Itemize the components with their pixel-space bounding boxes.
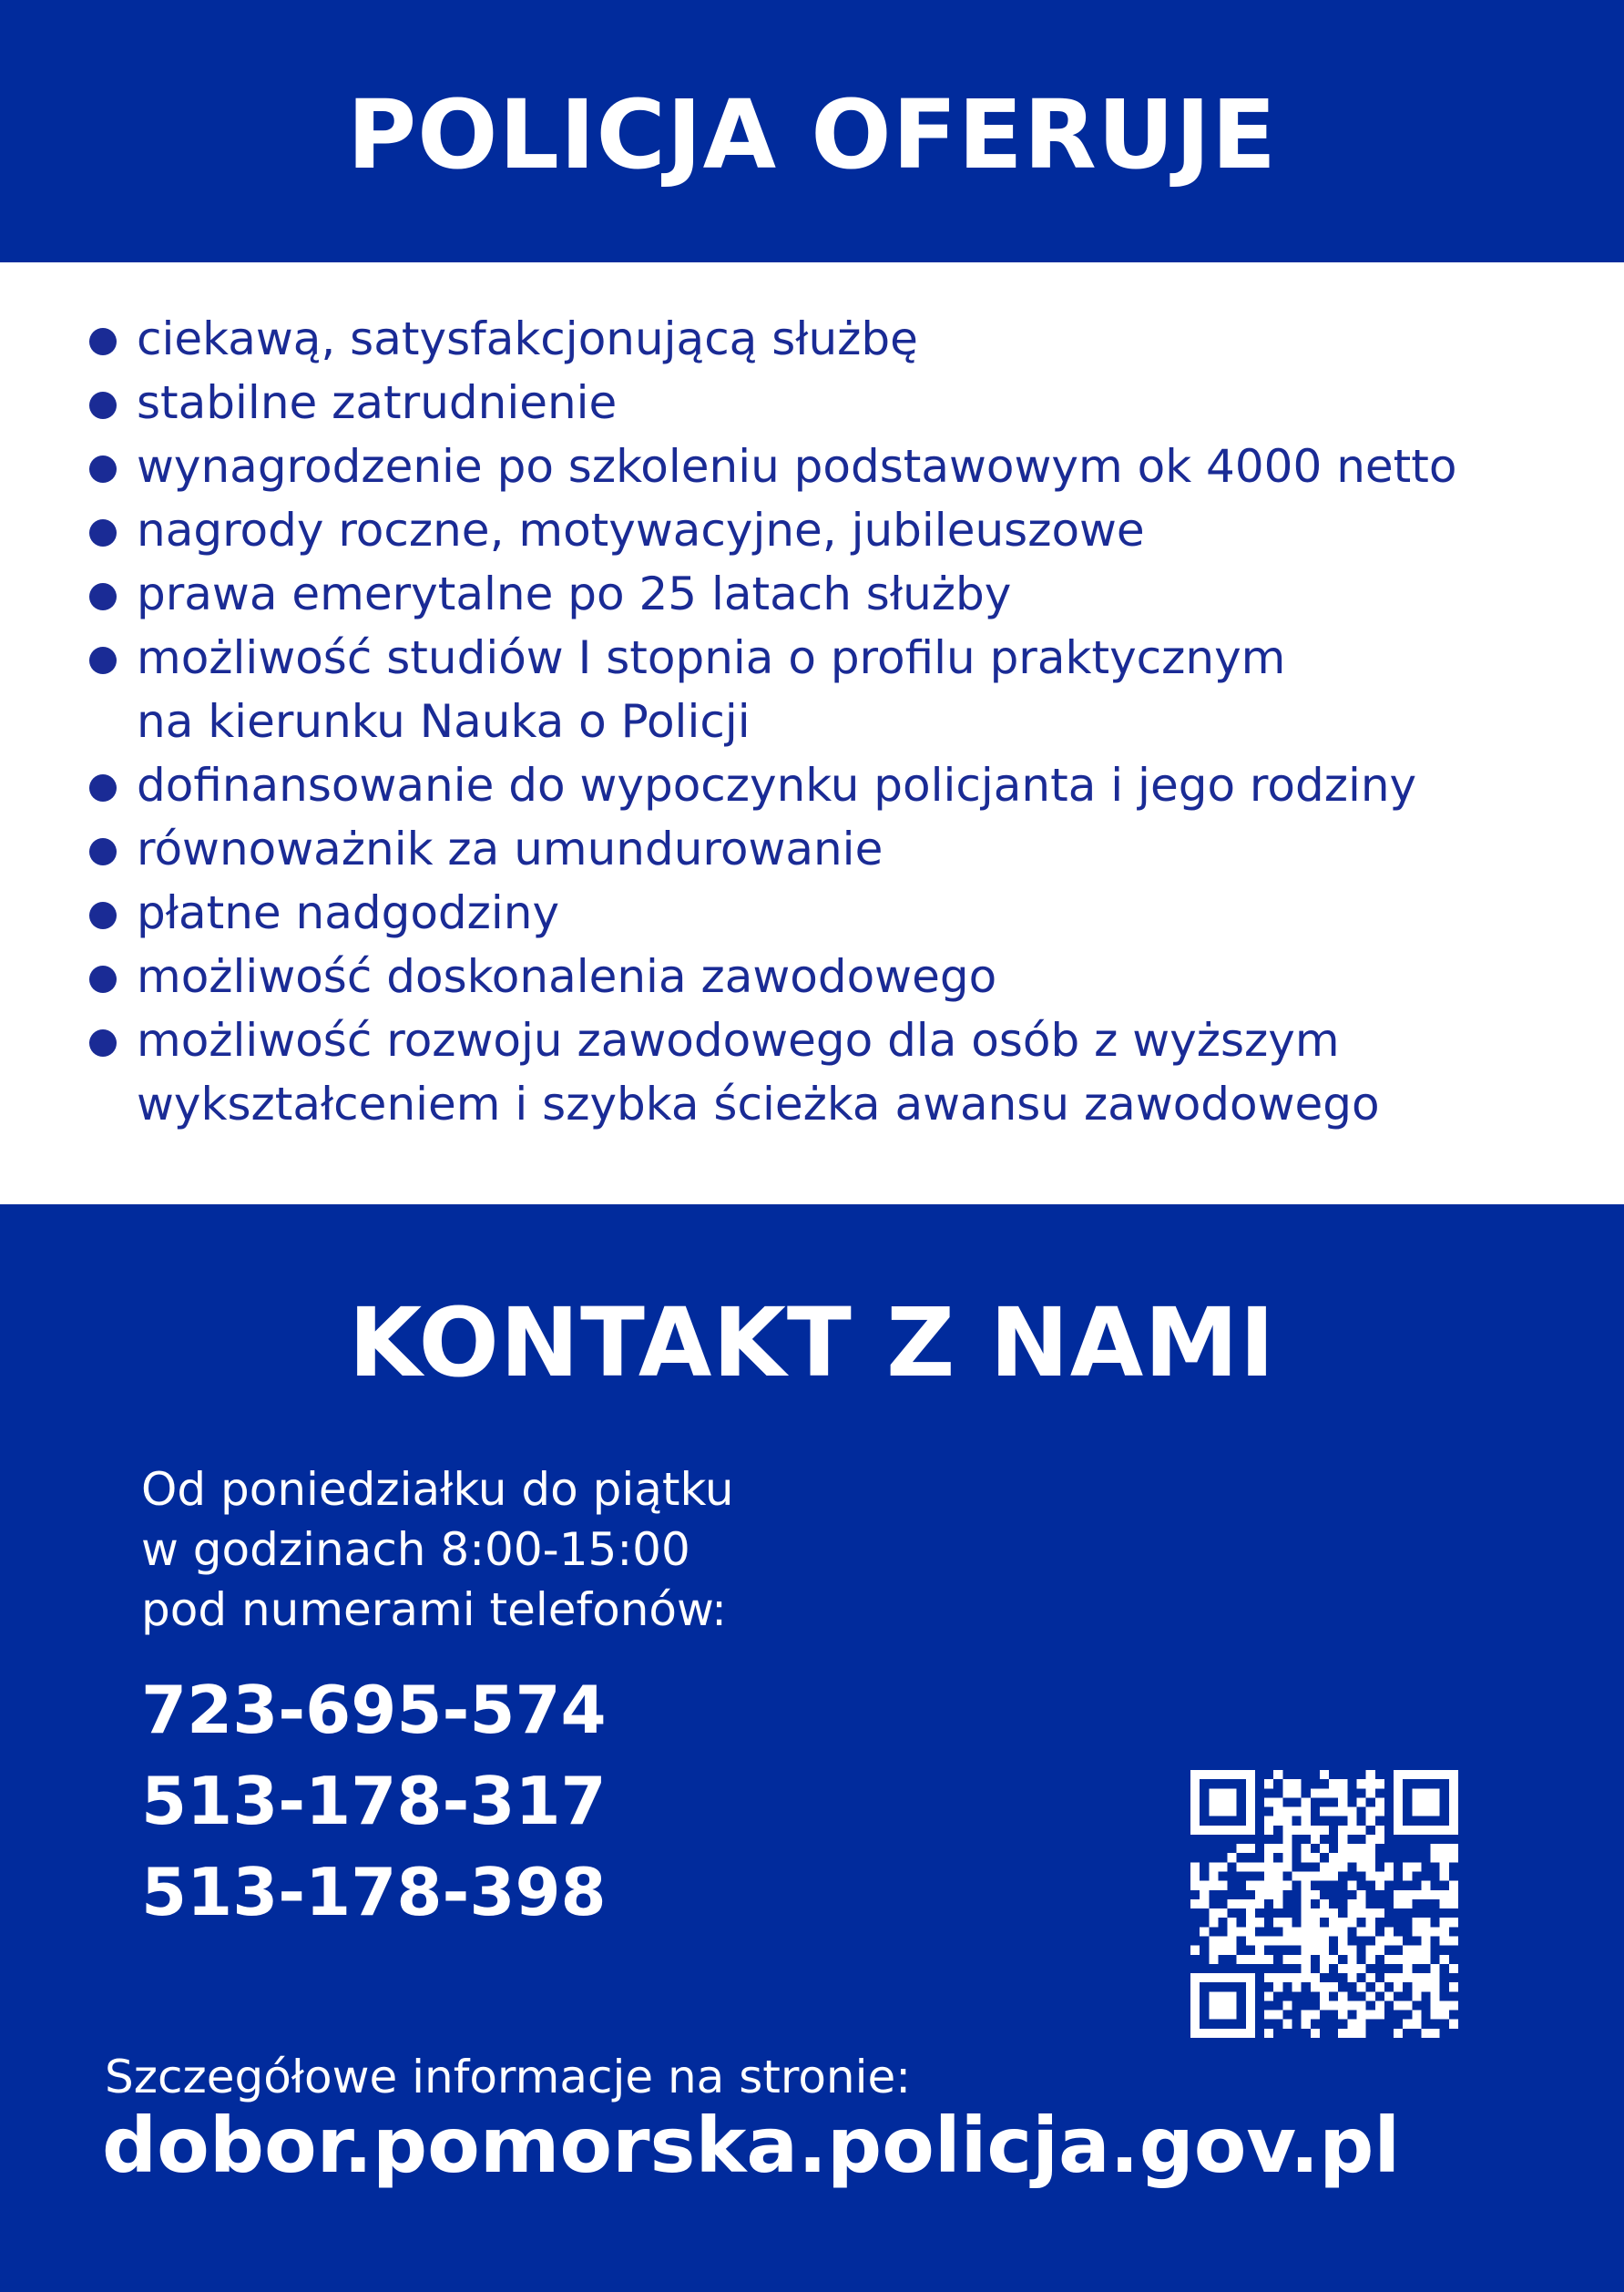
list-item-text: równoważnik za umundurowanie [137, 823, 883, 875]
list-item-text: możliwość doskonalenia zawodowego [137, 950, 997, 1003]
bullet-icon [89, 328, 117, 355]
list-item-text: prawa emerytalne po 25 latach służby [137, 568, 1012, 620]
list-item-text: możliwość studiów I stopnia o profilu praktycznym [137, 631, 1286, 684]
list-item [87, 626, 1618, 690]
list-item-text: dofinansowanie do wypoczynku policjanta i jego rodziny [137, 759, 1417, 812]
hours-line: w godzinach 8:00-15:00 [141, 1523, 690, 1576]
hours-line: pod numerami telefonów: [141, 1583, 727, 1636]
list-item [87, 817, 1618, 881]
phone-list [141, 1664, 607, 1938]
bullet-icon [89, 774, 117, 802]
page-title: POLICJA OFERUJE [346, 79, 1278, 190]
list-item [87, 371, 1618, 435]
website-link[interactable]: dobor.pomorska.policja.gov.pl [102, 2101, 1401, 2190]
list-item-text: wykształceniem i szybka ścieżka awansu zawodowego [137, 1078, 1380, 1131]
hours-line: Od poniedziałku do piątku [141, 1463, 734, 1516]
list-item [87, 1008, 1618, 1072]
bullet-icon [89, 392, 117, 419]
list-item [87, 435, 1618, 498]
list-item-text: płatne nadgodziny [137, 886, 560, 939]
list-item [87, 753, 1618, 817]
bullet-icon [89, 455, 117, 483]
bullet-icon [89, 838, 117, 865]
bullet-icon [89, 902, 117, 929]
qr-code-icon[interactable] [1190, 1770, 1458, 2038]
list-item-text: na kierunku Nauka o Policji [137, 695, 751, 748]
list-item [87, 307, 1618, 371]
list-item [87, 562, 1618, 626]
list-item-text: ciekawą, satysfakcjonującą służbę [137, 312, 918, 365]
bullet-icon [89, 647, 117, 674]
list-item-text: wynagrodzenie po szkoleniu podstawowym ok 4000 netto [137, 440, 1457, 493]
list-item-continuation [87, 1072, 1618, 1136]
list-item-continuation [87, 690, 1618, 753]
list-item [87, 945, 1618, 1008]
contact-hours [141, 1459, 734, 1640]
list-item [87, 881, 1618, 945]
list-item [87, 498, 1618, 562]
phone-number[interactable]: 513-178-317 [141, 1763, 607, 1839]
phone-number[interactable]: 723-695-574 [141, 1672, 607, 1748]
offer-list [87, 307, 1618, 1136]
bullet-icon [89, 966, 117, 993]
list-item-text: możliwość rozwoju zawodowego dla osób z wyższym [137, 1014, 1340, 1067]
bullet-icon [89, 1029, 117, 1057]
list-item-text: stabilne zatrudnienie [137, 376, 618, 429]
contact-title: KONTAKT Z NAMI [348, 1287, 1276, 1398]
list-item-text: nagrody roczne, motywacyjne, jubileuszowe [137, 504, 1145, 557]
bullet-icon [89, 519, 117, 547]
phone-number[interactable]: 513-178-398 [141, 1854, 607, 1930]
info-label: Szczegółowe informacje na stronie: [105, 2051, 912, 2103]
bullet-icon [89, 583, 117, 610]
